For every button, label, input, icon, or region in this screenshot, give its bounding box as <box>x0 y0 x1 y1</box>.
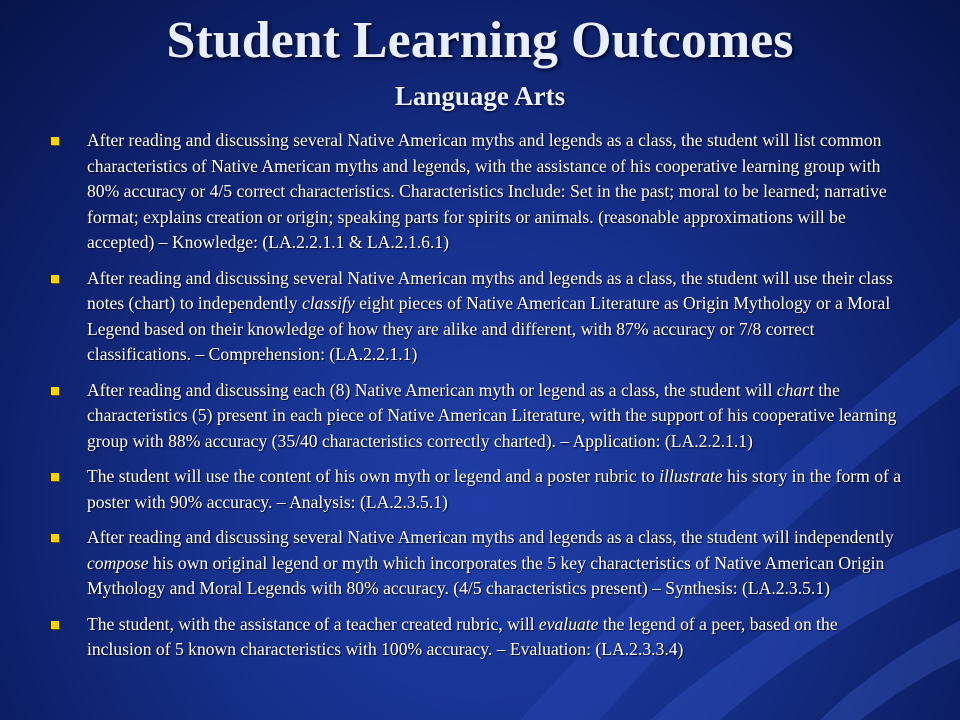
outcome-item-analysis <box>0 464 960 515</box>
outcome-verb: compose <box>87 552 149 573</box>
outcome-text-after: his story in the form of a poster with 90% accuracy. – Analysis: (LA.2.3.5.1) <box>87 466 902 512</box>
outcome-text-after: the characteristics (5) present in each piece of Native American Literature, with the support of his cooperative learning group with 88% accuracy (35/40 characteristics correctly charted). – Application: (LA.2.2.1.1) <box>87 379 897 451</box>
outcome-text <box>87 612 902 663</box>
outcome-item-evaluation <box>0 612 960 663</box>
outcome-text-after: the legend of a peer, based on the inclusion of 5 known characteristics with 100% accuracy. – Evaluation: (LA.2.3.3.4) <box>87 613 838 659</box>
outcome-text <box>87 128 902 256</box>
outcome-item-comprehension <box>0 266 960 368</box>
bullet-square-icon <box>51 621 59 629</box>
bullet-square-icon <box>51 275 59 283</box>
outcome-verb: chart <box>776 379 814 400</box>
outcomes-list <box>0 128 960 673</box>
outcome-item-knowledge <box>0 128 960 256</box>
outcome-text <box>87 525 902 602</box>
outcome-text <box>87 464 902 515</box>
outcome-text-after: his own original legend or myth which incorporates the 5 key characteristics of Native American Origin Mythology and Moral Legends with 80% accuracy. (4/5 characteristics present) – Synthesis: (LA.2.3.5.1) <box>87 552 885 598</box>
slide-title: Student Learning Outcomes <box>166 12 794 69</box>
slide-subtitle: Language Arts <box>394 81 566 111</box>
bullet-square-icon <box>51 137 59 145</box>
outcome-text-before: After reading and discussing several Native American myths and legends as a class, the student will independently <box>87 527 894 547</box>
outcome-item-synthesis <box>0 525 960 602</box>
outcome-verb: illustrate <box>659 466 723 486</box>
outcome-item-application <box>0 378 960 455</box>
outcome-text <box>87 266 902 368</box>
bullet-square-icon <box>51 387 59 395</box>
outcome-verb: evaluate <box>538 613 599 634</box>
bullet-square-icon <box>51 534 59 542</box>
outcome-text-before: After reading and discussing several Native American myths and legends as a class, the student will list common characteristics of Native American myths and legends, with the assistance of his cooperative learning group with 80% accuracy or 4/5 correct characteristics. Characteristics Include: Set in the past; moral to be learned; narrative format; explains creation or origin; speaking parts for spirits or animals. (reasonable approximations will be accepted) – Knowledge: (LA.2.2.1.1 & LA.2.1.6.1) <box>87 130 887 252</box>
outcome-text-before: The student will use the content of his own myth or legend and a poster rubric to <box>87 466 660 486</box>
outcome-text-before: After reading and discussing several Native American myths and legends as a class, the student will use their class notes (chart) to independently <box>87 267 893 313</box>
bullet-square-icon <box>51 473 59 481</box>
outcome-text-before: The student, with the assistance of a teacher created rubric, will <box>87 613 539 634</box>
outcome-verb: classify <box>301 293 355 313</box>
outcome-text-before: After reading and discussing each (8) Native American myth or legend as a class, the student will <box>87 379 777 400</box>
outcome-text-after: eight pieces of Native American Literature as Origin Mythology or a Moral Legend based on their knowledge of how they are alike and different, with 87% accuracy or 7/8 correct classifications. – Comprehension: (LA.2.2.1.1) <box>87 293 891 364</box>
outcome-text <box>87 378 902 455</box>
